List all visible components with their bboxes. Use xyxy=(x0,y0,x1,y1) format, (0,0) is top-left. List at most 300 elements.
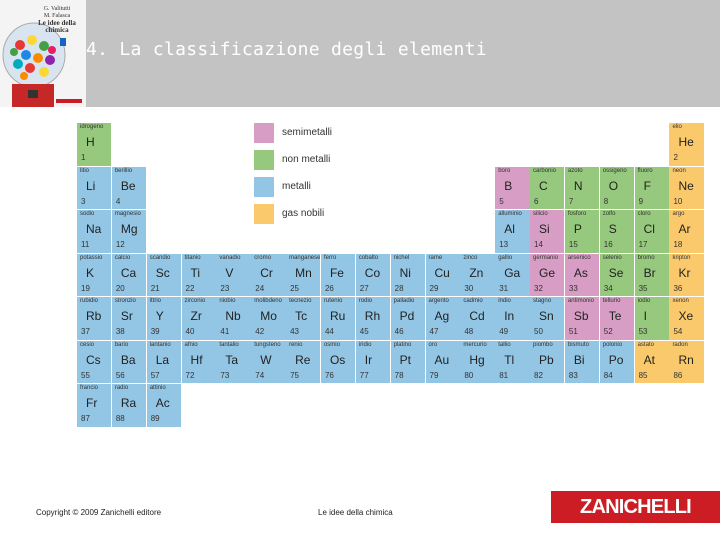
element-symbol: Mo xyxy=(260,309,277,323)
element-name: cobalto xyxy=(358,254,379,261)
element-symbol: Pb xyxy=(539,352,554,367)
element-number: 76 xyxy=(324,370,334,380)
element-cell-ru xyxy=(321,297,356,341)
publisher-logo: ZANICHELLI xyxy=(551,491,720,523)
element-cell-y xyxy=(147,297,182,341)
element-symbol: P xyxy=(573,222,582,236)
element-symbol: Cu xyxy=(434,265,450,280)
element-symbol: Ne xyxy=(678,178,694,193)
element-cell-te xyxy=(600,297,635,341)
element-cell-ge xyxy=(530,254,565,298)
element-symbol: Tc xyxy=(295,309,308,323)
element-symbol: Po xyxy=(608,352,624,367)
element-name: potassio xyxy=(80,254,103,261)
element-name: alluminio xyxy=(498,211,522,217)
element-number: 8 xyxy=(603,196,609,206)
element-symbol: Nb xyxy=(225,309,241,323)
element-symbol: Ti xyxy=(190,265,201,280)
element-symbol: Bi xyxy=(573,352,585,367)
element-name: neon xyxy=(672,167,686,174)
element-name: rame xyxy=(428,254,443,261)
element-cell-mg xyxy=(112,210,147,254)
element-symbol: As xyxy=(573,265,588,280)
element-symbol: Co xyxy=(364,265,381,280)
element-symbol: Cd xyxy=(469,309,485,323)
legend-label-semimetal: semimetalli xyxy=(282,127,333,138)
element-name: fluoro xyxy=(637,167,653,174)
element-symbol: W xyxy=(260,352,272,367)
element-name: zirconio xyxy=(184,298,206,304)
element-number: 18 xyxy=(673,240,683,249)
element-number: 39 xyxy=(150,327,160,336)
element-number: 55 xyxy=(81,370,90,380)
element-cell-he xyxy=(669,123,704,167)
element-name: magnesio xyxy=(114,211,141,217)
element-name: francio xyxy=(80,385,99,391)
element-name: ferro xyxy=(323,254,337,261)
element-cell-cu xyxy=(426,254,461,298)
element-cell-rb xyxy=(77,297,112,341)
element-name: renio xyxy=(289,341,303,348)
element-name: mercurio xyxy=(463,341,487,348)
element-number: 83 xyxy=(568,370,578,380)
element-name: germanio xyxy=(533,254,559,261)
element-cell-ag xyxy=(426,297,461,341)
element-number: 5 xyxy=(499,196,504,206)
element-cell-ti xyxy=(182,254,217,298)
element-cell-sb xyxy=(565,297,600,341)
element-cell-tl xyxy=(495,341,530,385)
element-cell-o xyxy=(600,167,635,211)
element-cell-n xyxy=(565,167,600,211)
element-cell-be xyxy=(112,167,147,211)
element-name: cromo xyxy=(254,254,271,261)
element-cell-s xyxy=(600,210,635,254)
element-number: 80 xyxy=(464,370,474,380)
element-name: zinco xyxy=(463,254,478,261)
element-name: boro xyxy=(498,167,511,174)
element-cell-rn xyxy=(669,341,704,385)
element-number: 29 xyxy=(429,283,439,293)
element-number: 73 xyxy=(220,370,230,380)
element-name: palladio xyxy=(393,298,415,304)
element-symbol: V xyxy=(225,265,234,280)
element-symbol: Fr xyxy=(86,396,98,410)
element-number: 41 xyxy=(220,327,230,336)
element-cell-fr xyxy=(77,384,112,428)
element-number: 38 xyxy=(115,327,125,336)
element-cell-ni xyxy=(391,254,426,298)
element-name: calcio xyxy=(114,254,131,261)
element-symbol: In xyxy=(504,309,515,323)
element-cell-po xyxy=(600,341,635,385)
element-symbol: B xyxy=(504,178,513,193)
element-name: litio xyxy=(80,167,90,174)
element-symbol: Zn xyxy=(469,265,484,280)
element-symbol: C xyxy=(539,178,548,193)
element-symbol: Cr xyxy=(260,265,273,280)
element-cell-p xyxy=(565,210,600,254)
element-number: 46 xyxy=(394,327,404,336)
element-cell-as xyxy=(565,254,600,298)
element-symbol: Ta xyxy=(225,352,239,367)
element-name: tantalio xyxy=(219,341,239,348)
element-number: 51 xyxy=(568,327,578,336)
element-symbol: Se xyxy=(608,265,624,280)
element-symbol: Pt xyxy=(399,352,411,367)
element-name: azoto xyxy=(567,167,583,174)
element-name: molibdeno xyxy=(254,298,282,304)
element-cell-si xyxy=(530,210,565,254)
element-cell-cs xyxy=(77,341,112,385)
cover-author-2: M. Falasca xyxy=(43,13,71,19)
element-number: 4 xyxy=(115,196,121,206)
element-symbol: Ba xyxy=(120,352,136,367)
element-symbol: Zr xyxy=(190,309,202,323)
element-name: zolfo xyxy=(602,211,616,217)
element-number: 23 xyxy=(220,283,230,293)
element-number: 21 xyxy=(150,283,160,293)
element-symbol: Ga xyxy=(504,265,521,280)
element-name: silicio xyxy=(533,211,548,217)
page-title: 4. La classificazione degli elementi xyxy=(86,39,487,60)
element-number: 86 xyxy=(673,370,683,380)
element-number: 42 xyxy=(255,327,265,336)
element-name: stagno xyxy=(533,298,552,304)
element-number: 77 xyxy=(359,370,369,380)
element-number: 72 xyxy=(185,370,195,380)
element-number: 74 xyxy=(255,370,265,380)
element-name: lantanio xyxy=(149,341,171,348)
element-symbol: Ir xyxy=(364,352,373,367)
element-number: 43 xyxy=(290,327,299,336)
element-symbol: H xyxy=(86,135,95,149)
element-number: 22 xyxy=(185,283,195,293)
element-number: 20 xyxy=(115,283,125,293)
element-number: 40 xyxy=(185,327,195,336)
element-name: afnio xyxy=(184,341,198,348)
element-symbol: Na xyxy=(86,222,102,236)
element-name: cloro xyxy=(637,211,651,217)
element-symbol: K xyxy=(86,265,95,280)
element-cell-fe xyxy=(321,254,356,298)
element-cell-h xyxy=(77,123,112,167)
element-cell-pb xyxy=(530,341,565,385)
legend-label-nonmetal: non metalli xyxy=(282,154,331,165)
element-symbol: Au xyxy=(434,352,450,367)
element-name: rodio xyxy=(358,298,373,304)
element-name: rutenio xyxy=(323,298,343,304)
element-symbol: Ar xyxy=(678,222,691,236)
element-number: 56 xyxy=(115,370,125,380)
legend-swatch-nonmetal xyxy=(254,150,274,170)
element-number: 25 xyxy=(290,283,299,293)
element-number: 7 xyxy=(568,196,574,206)
element-cell-la xyxy=(147,341,182,385)
element-number: 26 xyxy=(324,283,334,293)
element-name: argento xyxy=(428,298,449,304)
element-symbol: La xyxy=(155,352,170,367)
element-cell-cl xyxy=(635,210,670,254)
element-name: selenio xyxy=(602,254,622,261)
element-number: 44 xyxy=(324,327,334,336)
element-name: titanio xyxy=(184,254,201,261)
element-symbol: Ac xyxy=(155,396,170,410)
legend-swatch-metal xyxy=(254,177,274,197)
element-symbol: Ag xyxy=(434,309,450,323)
element-number: 50 xyxy=(534,327,543,336)
element-symbol: Hf xyxy=(190,352,203,367)
element-number: 87 xyxy=(81,414,90,423)
element-number: 35 xyxy=(638,283,648,293)
element-number: 24 xyxy=(255,283,265,293)
element-name: xenon xyxy=(672,298,689,304)
element-symbol: Sc xyxy=(155,265,170,280)
element-cell-au xyxy=(426,341,461,385)
element-number: 52 xyxy=(603,327,613,336)
element-symbol: Te xyxy=(608,309,622,323)
element-cell-re xyxy=(286,341,321,385)
element-symbol: Ca xyxy=(120,265,137,280)
element-name: cesio xyxy=(80,341,95,348)
element-symbol: N xyxy=(573,178,583,193)
element-symbol: Li xyxy=(86,178,96,193)
element-cell-ta xyxy=(216,341,251,385)
element-number: 54 xyxy=(673,327,683,336)
element-number: 12 xyxy=(115,240,125,249)
element-name: radio xyxy=(114,385,129,391)
element-cell-b xyxy=(495,167,530,211)
element-symbol: Sn xyxy=(539,309,554,323)
element-name: osmio xyxy=(323,341,340,348)
element-symbol: Mn xyxy=(295,265,312,280)
element-name: arsenico xyxy=(567,254,591,261)
element-name: attinio xyxy=(149,385,166,391)
element-number: 78 xyxy=(394,370,404,380)
element-symbol: Mg xyxy=(120,222,138,236)
element-name: tungsteno xyxy=(254,341,281,348)
element-name: indio xyxy=(498,298,511,304)
element-name: tallio xyxy=(498,341,511,348)
element-name: kripton xyxy=(672,254,691,261)
element-cell-in xyxy=(495,297,530,341)
element-number: 37 xyxy=(81,327,90,336)
element-cell-sr xyxy=(112,297,147,341)
element-name: bismuto xyxy=(567,341,589,348)
element-cell-na xyxy=(77,210,112,254)
element-number: 85 xyxy=(638,370,648,380)
element-cell-mo xyxy=(251,297,286,341)
element-symbol: Cl xyxy=(643,222,655,236)
element-name: platino xyxy=(393,341,412,348)
legend-label-metal: metalli xyxy=(282,181,311,192)
legend-swatch-semimetal xyxy=(254,123,274,143)
element-symbol: Re xyxy=(295,352,311,367)
element-cell-li xyxy=(77,167,112,211)
element-symbol: Al xyxy=(504,222,515,236)
element-name: bromo xyxy=(637,254,655,261)
element-symbol: Cs xyxy=(86,352,101,367)
element-name: ossigeno xyxy=(602,167,627,174)
element-name: idrogeno xyxy=(80,124,104,130)
element-number: 45 xyxy=(359,327,369,336)
element-name: bario xyxy=(114,341,129,348)
element-cell-w xyxy=(251,341,286,385)
element-number: 33 xyxy=(568,283,578,293)
element-number: 14 xyxy=(534,240,543,249)
element-cell-pd xyxy=(391,297,426,341)
element-name: sodio xyxy=(80,211,95,217)
element-number: 17 xyxy=(638,240,648,249)
element-symbol: Kr xyxy=(678,265,691,280)
element-cell-k xyxy=(77,254,112,298)
book-title-footer: Le idee della chimica xyxy=(318,508,393,517)
element-symbol: Rh xyxy=(364,309,381,323)
element-name: tecnezio xyxy=(289,298,312,304)
element-number: 34 xyxy=(603,283,613,293)
element-symbol: I xyxy=(643,309,647,323)
element-symbol: F xyxy=(643,178,651,193)
cover-book-title: Le idee della chimica xyxy=(38,19,76,34)
legend-swatch-noble xyxy=(254,204,274,224)
element-number: 81 xyxy=(499,370,509,380)
element-number: 89 xyxy=(150,414,160,423)
element-symbol: Ge xyxy=(539,265,556,280)
element-number: 1 xyxy=(81,153,86,162)
element-cell-ra xyxy=(112,384,147,428)
element-name: piombo xyxy=(533,341,553,348)
element-cell-rh xyxy=(356,297,391,341)
element-number: 11 xyxy=(81,240,90,249)
element-number: 27 xyxy=(359,283,369,293)
copyright-text: Copyright © 2009 Zanichelli editore xyxy=(36,508,162,517)
element-cell-mn xyxy=(286,254,321,298)
element-cell-pt xyxy=(391,341,426,385)
element-name: cadmio xyxy=(463,298,483,304)
element-name: carbonio xyxy=(533,167,557,174)
element-number: 31 xyxy=(499,283,509,293)
element-symbol: Sr xyxy=(120,309,133,323)
element-cell-ac xyxy=(147,384,182,428)
element-symbol: Rn xyxy=(678,352,694,367)
element-cell-hf xyxy=(182,341,217,385)
element-name: iridio xyxy=(358,341,372,348)
element-cell-zn xyxy=(460,254,495,298)
element-name: scandio xyxy=(149,254,171,261)
element-cell-hg xyxy=(460,341,495,385)
element-number: 15 xyxy=(568,240,578,249)
element-number: 2 xyxy=(673,153,678,162)
element-name: polonio xyxy=(602,341,623,348)
legend-label-noble: gas nobili xyxy=(282,208,325,219)
element-symbol: Sb xyxy=(573,309,589,323)
element-symbol: Fe xyxy=(329,265,344,280)
element-number: 88 xyxy=(115,414,125,423)
element-cell-f xyxy=(635,167,670,211)
element-cell-ar xyxy=(669,210,704,254)
element-symbol: Br xyxy=(643,265,656,280)
element-name: argo xyxy=(672,211,685,217)
element-number: 75 xyxy=(290,370,299,380)
element-number: 3 xyxy=(81,196,86,206)
element-cell-co xyxy=(356,254,391,298)
element-number: 13 xyxy=(499,240,509,249)
element-symbol: Pd xyxy=(399,309,415,323)
element-symbol: Xe xyxy=(678,309,694,323)
element-number: 6 xyxy=(534,196,539,206)
element-name: antimonio xyxy=(567,298,594,304)
element-number: 32 xyxy=(534,283,543,293)
element-cell-ne xyxy=(669,167,704,211)
element-number: 57 xyxy=(150,370,160,380)
element-symbol: Be xyxy=(120,178,136,193)
element-number: 19 xyxy=(81,283,90,293)
element-number: 36 xyxy=(673,283,683,293)
element-cell-c xyxy=(530,167,565,211)
element-symbol: Si xyxy=(539,222,550,236)
element-cell-zr xyxy=(182,297,217,341)
element-cell-xe xyxy=(669,297,704,341)
element-cell-ba xyxy=(112,341,147,385)
element-cell-tc xyxy=(286,297,321,341)
element-symbol: Y xyxy=(155,309,164,323)
element-number: 30 xyxy=(464,283,474,293)
element-symbol: He xyxy=(678,135,694,149)
element-name: vanadio xyxy=(219,254,241,261)
element-symbol: Os xyxy=(329,352,346,367)
element-number: 47 xyxy=(429,327,439,336)
element-number: 49 xyxy=(499,327,509,336)
element-name: fosforo xyxy=(567,211,587,217)
element-name: iodio xyxy=(637,298,651,304)
element-name: niobio xyxy=(219,298,236,304)
element-name: elio xyxy=(672,124,682,130)
element-symbol: At xyxy=(643,352,655,367)
element-symbol: Ru xyxy=(329,309,346,323)
element-name: manganese xyxy=(289,254,321,261)
element-name: ittrio xyxy=(149,298,162,304)
element-cell-br xyxy=(635,254,670,298)
element-number: 48 xyxy=(464,327,474,336)
element-symbol: Rb xyxy=(86,309,102,323)
element-name: tellurio xyxy=(602,298,621,304)
cover-author-1: G. Valitutti xyxy=(43,6,71,12)
element-name: rubidio xyxy=(80,298,99,304)
element-name: oro xyxy=(428,341,438,348)
element-cell-nb xyxy=(216,297,251,341)
element-cell-ca xyxy=(112,254,147,298)
element-cell-os xyxy=(321,341,356,385)
element-name: astato xyxy=(637,341,654,348)
element-number: 82 xyxy=(534,370,543,380)
element-cell-i xyxy=(635,297,670,341)
element-name: nichel xyxy=(393,254,410,261)
element-name: berillio xyxy=(114,167,133,174)
element-cell-sn xyxy=(530,297,565,341)
element-cell-al xyxy=(495,210,530,254)
element-symbol: S xyxy=(608,222,617,236)
element-cell-ir xyxy=(356,341,391,385)
element-cell-bi xyxy=(565,341,600,385)
element-cell-v xyxy=(216,254,251,298)
element-cell-at xyxy=(635,341,670,385)
element-symbol: Hg xyxy=(469,352,485,367)
element-symbol: O xyxy=(608,178,619,193)
element-number: 28 xyxy=(394,283,404,293)
element-cell-cr xyxy=(251,254,286,298)
element-number: 10 xyxy=(673,196,683,206)
element-name: stronzio xyxy=(114,298,136,304)
